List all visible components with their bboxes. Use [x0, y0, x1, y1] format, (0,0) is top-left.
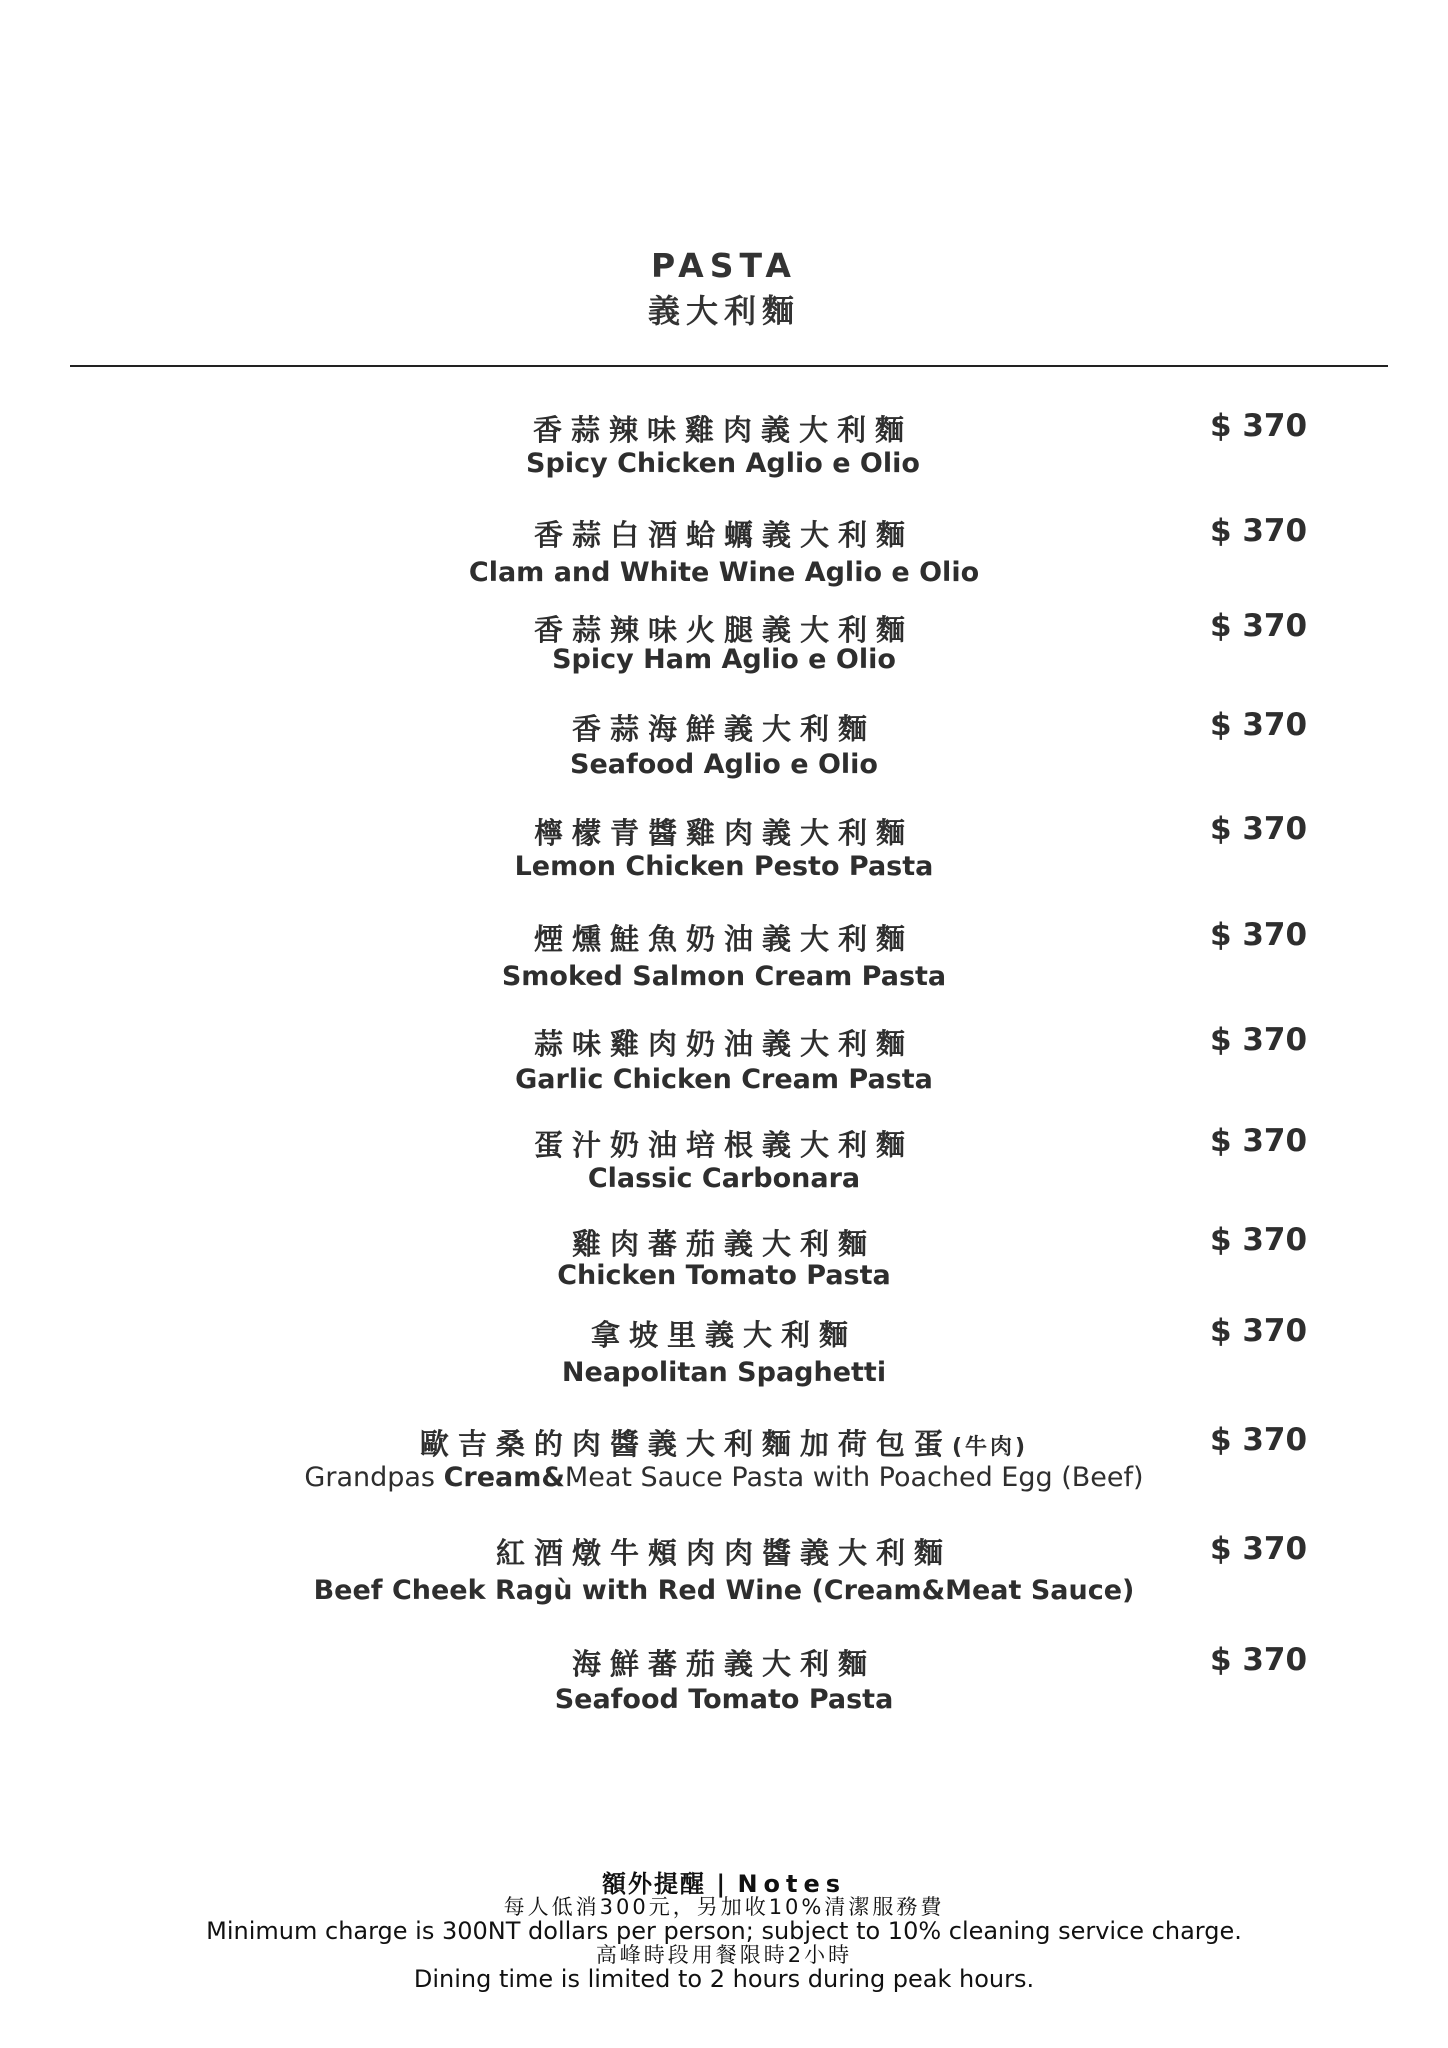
- item-name-en: Seafood Aglio e Olio: [570, 749, 878, 780]
- notes-title-en: Notes: [737, 1870, 847, 1898]
- item-name-en: Spicy Chicken Aglio e Olio: [526, 448, 920, 479]
- item-price: $ 370: [1210, 1422, 1308, 1458]
- item-name-zh-note: (牛肉): [951, 1435, 1029, 1460]
- item-price: $ 370: [1210, 917, 1308, 953]
- item-name-en: Seafood Tomato Pasta: [554, 1684, 894, 1715]
- item-name-en: Classic Carbonara: [587, 1163, 861, 1194]
- item-name-en: Spicy Ham Aglio e Olio: [552, 644, 896, 675]
- menu-item: [0, 1422, 1448, 1512]
- item-name-en-part-b: Cream&: [443, 1462, 565, 1493]
- notes-line2-en: Dining time is limited to 2 hours during peak hours.: [413, 1965, 1035, 1993]
- menu-item: [0, 707, 1448, 797]
- page-title: PASTA: [651, 246, 797, 285]
- item-name-zh: 紅酒燉牛頰肉肉醬義大利麵: [495, 1536, 952, 1570]
- item-name-zh: 蛋汁奶油培根義大利麵: [533, 1128, 914, 1162]
- menu-item: [0, 1123, 1448, 1213]
- page-subtitle: 義大利麵: [647, 292, 800, 330]
- notes-line2-zh: 高峰時段用餐限時2小時: [595, 1943, 853, 1967]
- item-price: $ 370: [1210, 513, 1308, 549]
- menu-item: [0, 1222, 1448, 1312]
- item-name-en: Garlic Chicken Cream Pasta: [515, 1064, 933, 1095]
- item-name-zh: 煙燻鮭魚奶油義大利麵: [533, 922, 914, 956]
- item-name-zh-main: 歐吉桑的肉醬義大利麵加荷包蛋: [419, 1427, 952, 1461]
- item-price: $ 370: [1210, 1022, 1308, 1058]
- menu-item: [0, 1022, 1448, 1112]
- item-price: $ 370: [1210, 707, 1308, 743]
- item-name-en-part-c: Meat Sauce Pasta with Poached Egg (Beef): [564, 1462, 1144, 1493]
- item-name-zh: 檸檬青醬雞肉義大利麵: [533, 816, 914, 850]
- notes-title-zh: 額外提醒: [601, 1870, 706, 1898]
- item-name-zh: 香蒜辣味雞肉義大利麵: [532, 413, 913, 447]
- item-name-en: Smoked Salmon Cream Pasta: [501, 961, 947, 992]
- item-name-en: Clam and White Wine Aglio e Olio: [468, 557, 980, 588]
- menu-item: [0, 917, 1448, 1007]
- menu-item: [0, 513, 1448, 603]
- header-divider: [70, 365, 1388, 367]
- item-price: $ 370: [1210, 811, 1308, 847]
- menu-item: [0, 1642, 1448, 1732]
- item-name-zh: 香蒜白酒蛤蠣義大利麵: [533, 518, 914, 552]
- notes-separator: |: [716, 1870, 728, 1898]
- menu-item: [0, 1531, 1448, 1621]
- item-price: $ 370: [1210, 1531, 1308, 1567]
- item-name-zh: 蒜味雞肉奶油義大利麵: [533, 1027, 914, 1061]
- item-price: $ 370: [1210, 1123, 1308, 1159]
- notes-line1-en: Minimum charge is 300NT dollars per person; subject to 10% cleaning service charge.: [206, 1917, 1242, 1945]
- item-name-zh: 雞肉蕃茄義大利麵: [571, 1227, 876, 1261]
- item-price: $ 370: [1210, 1313, 1308, 1349]
- item-name-en: Lemon Chicken Pesto Pasta: [514, 851, 934, 882]
- notes-title: [0, 1872, 1448, 1896]
- item-name-en: [0, 1462, 1448, 1493]
- item-price: $ 370: [1210, 408, 1308, 444]
- notes-section: [0, 1872, 1448, 1992]
- notes-line1-zh: 每人低消300元，另加收10%清潔服務費: [503, 1895, 945, 1919]
- item-price: $ 370: [1210, 608, 1308, 644]
- item-name-en: Chicken Tomato Pasta: [557, 1260, 891, 1291]
- item-name-zh: 香蒜辣味火腿義大利麵: [533, 613, 914, 647]
- item-name-zh: 海鮮蕃茄義大利麵: [571, 1647, 876, 1681]
- menu-item: [0, 608, 1448, 698]
- item-name-en: Neapolitan Spaghetti: [561, 1357, 887, 1388]
- item-name-en-part-a: Grandpas: [304, 1462, 444, 1493]
- item-price: $ 370: [1210, 1642, 1308, 1678]
- item-price: $ 370: [1210, 1222, 1308, 1258]
- item-name-zh: 拿坡里義大利麵: [590, 1318, 857, 1352]
- menu-item: [0, 408, 1448, 498]
- item-name-zh: 香蒜海鮮義大利麵: [571, 712, 876, 746]
- item-name-en: Beef Cheek Ragù with Red Wine (Cream&Meat Sauce): [313, 1575, 1135, 1606]
- menu-item: [0, 811, 1448, 901]
- menu-item: [0, 1313, 1448, 1403]
